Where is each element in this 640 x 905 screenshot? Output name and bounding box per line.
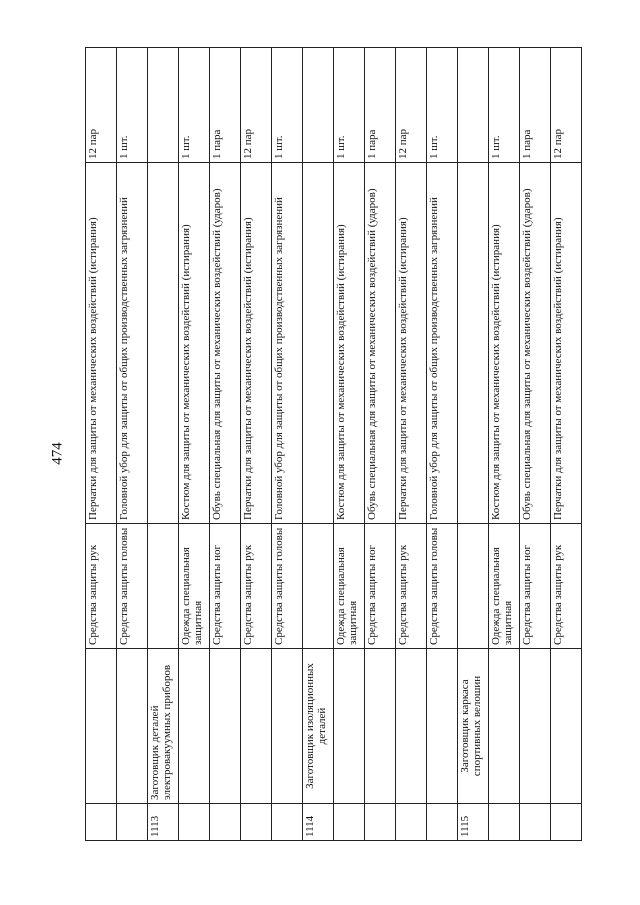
cell-name [427,649,458,804]
cell-num: 1115 [458,804,489,841]
cell-num: 1114 [303,804,334,841]
cell-num [272,804,303,841]
table-row [365,48,396,841]
cell-type [148,524,179,649]
occupation-row [148,48,179,841]
cell-qty: 1 шт. [117,48,148,163]
cell-num [117,804,148,841]
cell-type: Одежда специальная защитная [334,524,365,649]
cell-type: Средства защиты рук [551,524,582,649]
cell-desc [148,163,179,524]
cell-name [520,649,551,804]
cell-name [365,649,396,804]
table-row [210,48,241,841]
page-number: 474 [49,442,66,465]
cell-qty: 1 пара [210,48,241,163]
cell-name [396,649,427,804]
cell-desc: Обувь специальная для защиты от механических воздействий (ударов) [365,163,396,524]
cell-name [86,649,117,804]
cell-num: 1113 [148,804,179,841]
occupation-name: Заготовщик изоляционных деталей [304,663,329,789]
cell-name [117,649,148,804]
cell-type: Средства защиты рук [86,524,117,649]
cell-qty: 12 пар [551,48,582,163]
cell-type: Одежда специальная защитная [179,524,210,649]
cell-type: Средства защиты рук [396,524,427,649]
cell-name [489,649,520,804]
cell-qty: 1 пара [365,48,396,163]
cell-num [241,804,272,841]
cell-num [179,804,210,841]
ppe-table [85,47,582,841]
cell-desc: Обувь специальная для защиты от механических воздействий (ударов) [210,163,241,524]
cell-name [272,649,303,804]
cell-desc: Головной убор для защиты от общих производственных загрязнений [427,163,458,524]
cell-type: Одежда специальная защитная [489,524,520,649]
cell-qty: 1 шт. [272,48,303,163]
cell-qty: 12 пар [241,48,272,163]
table-row [334,48,365,841]
table-row [86,48,117,841]
cell-type [458,524,489,649]
rotated-table-container [85,66,564,841]
cell-type [303,524,334,649]
cell-name [334,649,365,804]
cell-desc: Головной убор для защиты от общих производственных загрязнений [117,163,148,524]
cell-num [551,804,582,841]
ppe-table-body [86,48,582,841]
cell-name [551,649,582,804]
table-row [396,48,427,841]
cell-qty [148,48,179,163]
cell-type: Средства защиты головы [272,524,303,649]
cell-type: Средства защиты головы [117,524,148,649]
cell-qty: 12 пар [396,48,427,163]
table-row [551,48,582,841]
cell-name [241,649,272,804]
cell-desc: Костюм для защиты от механических воздействий (истирания) [179,163,210,524]
table-row [520,48,551,841]
table-row [272,48,303,841]
cell-desc: Перчатки для защиты от механических воздействий (истирания) [551,163,582,524]
cell-desc: Костюм для защиты от механических воздействий (истирания) [489,163,520,524]
cell-type: Средства защиты ног [210,524,241,649]
cell-desc [303,163,334,524]
cell-num [489,804,520,841]
cell-num [210,804,241,841]
cell-desc: Перчатки для защиты от механических воздействий (истирания) [86,163,117,524]
cell-qty: 1 пара [520,48,551,163]
cell-num [396,804,427,841]
cell-qty: 1 шт. [427,48,458,163]
cell-qty: 1 шт. [489,48,520,163]
cell-type: Средства защиты рук [241,524,272,649]
cell-num [334,804,365,841]
cell-qty: 1 шт. [179,48,210,163]
cell-desc: Перчатки для защиты от механических воздействий (истирания) [396,163,427,524]
cell-qty [303,48,334,163]
occupation-row [303,48,334,841]
table-row [489,48,520,841]
cell-num [86,804,117,841]
table-row [117,48,148,841]
cell-type: Средства защиты ног [520,524,551,649]
cell-num [365,804,396,841]
cell-type: Средства защиты головы [427,524,458,649]
cell-desc: Обувь специальная для защиты от механических воздействий (ударов) [520,163,551,524]
table-row [427,48,458,841]
cell-desc: Перчатки для защиты от механических воздействий (истирания) [241,163,272,524]
occupation-row [458,48,489,841]
cell-num [427,804,458,841]
cell-num [520,804,551,841]
cell-qty: 12 пар [86,48,117,163]
cell-qty: 1 шт. [334,48,365,163]
cell-name [179,649,210,804]
table-row [179,48,210,841]
cell-name [458,649,489,804]
table-row [241,48,272,841]
cell-desc: Костюм для защиты от механических воздействий (истирания) [334,163,365,524]
cell-name: Заготовщик деталей электровакуумных приборов [148,649,179,804]
cell-desc [458,163,489,524]
cell-name [210,649,241,804]
cell-desc: Головной убор для защиты от общих производственных загрязнений [272,163,303,524]
cell-type: Средства защиты ног [365,524,396,649]
cell-qty [458,48,489,163]
cell-name [303,649,334,804]
occupation-name: Заготовщик каркаса спортивных велошин [459,675,484,777]
